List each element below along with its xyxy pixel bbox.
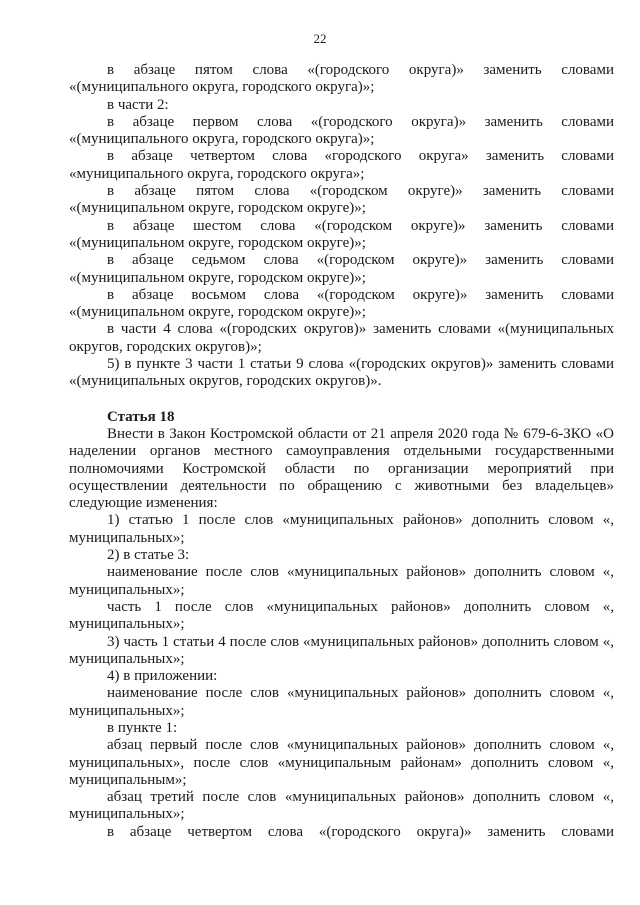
- paragraph: Внести в Закон Костромской области от 21 апреля 2020 года № 679-6-ЗКО «О наделении органов местного самоуправления отдельными государственными полномочиями Костромской области по организации мероприятий при осуществлении деятельности по обращению с животными без владельцев» следующие изменения:: [69, 425, 614, 512]
- paragraph: в пункте 1:: [107, 719, 178, 736]
- paragraph: в абзаце первом слова «(городского округа)» заменить словами «(муниципального округа, городского округа)»;: [69, 113, 614, 148]
- paragraph: 5) в пункте 3 части 1 статьи 9 слова «(городских округов)» заменить словами «(муниципальных округов, городских округов)».: [69, 356, 614, 390]
- page-number: 22: [313, 31, 327, 46]
- paragraph: абзац третий после слов «муниципальных районов» дополнить словом «, муниципальных»;: [69, 789, 614, 823]
- article-heading: Статья 18: [107, 408, 175, 425]
- paragraph: 3) часть 1 статьи 4 после слов «муниципальных районов» дополнить словом «, муниципальных»;: [69, 633, 614, 667]
- paragraph: абзац первый после слов «муниципальных районов» дополнить словом «, муниципальных», после слов «муниципальным районам» дополнить словом «, муниципальным»;: [69, 737, 614, 788]
- document-body: [69, 62, 614, 841]
- article-18-content: [69, 426, 614, 841]
- paragraph: в абзаце пятом слова «(городском округе)» заменить словами «(муниципальном округе, городском округе)»;: [69, 183, 614, 217]
- paragraph: часть 1 после слов «муниципальных районов» дополнить словом «, муниципальных»;: [69, 598, 614, 633]
- paragraph: в абзаце четвертом слова «(городского округа)» заменить словами: [107, 823, 614, 840]
- paragraph: 2) в статье 3:: [107, 547, 190, 564]
- paragraph: 4) в приложении:: [107, 668, 218, 685]
- paragraph: в абзаце седьмом слова «(городском округе)» заменить словами «(муниципальном округе, городском округе)»;: [69, 252, 614, 286]
- paragraph: в части 4 слова «(городских округов)» заменить словами «(муниципальных округов, городских округов)»;: [69, 321, 614, 355]
- paragraph: в части 2:: [107, 96, 169, 113]
- paragraph: в абзаце восьмом слова «(городском округе)» заменить словами «(муниципальном округе, городском округе)»;: [69, 286, 614, 321]
- paragraph: наименование после слов «муниципальных районов» дополнить словом «, муниципальных»;: [69, 564, 614, 598]
- paragraph: в абзаце четвертом слова «городского округа» заменить словами «муниципального округа, городского округа»;: [69, 148, 614, 182]
- amendments-before-article: [69, 62, 614, 391]
- paragraph: наименование после слов «муниципальных районов» дополнить словом «, муниципальных»;: [69, 685, 614, 719]
- paragraph: 1) статью 1 после слов «муниципальных районов» дополнить словом «, муниципальных»;: [69, 512, 614, 546]
- paragraph: в абзаце шестом слова «(городском округе)» заменить словами «(муниципальном округе, городском округе)»;: [69, 217, 614, 251]
- paragraph: в абзаце пятом слова «(городского округа)» заменить словами «(муниципального округа, городского округа)»;: [69, 62, 614, 96]
